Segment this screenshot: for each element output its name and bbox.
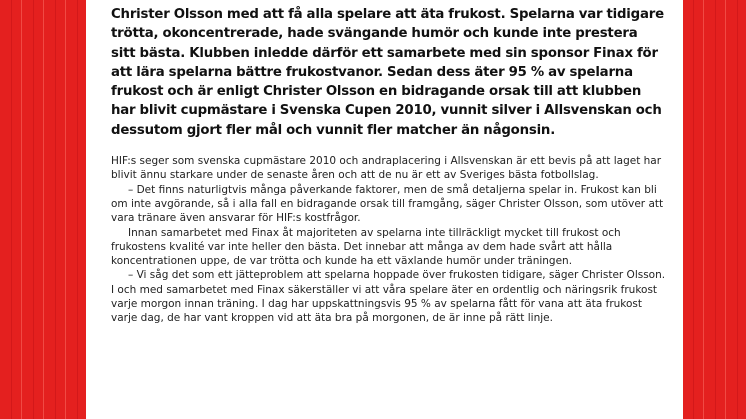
body-paragraph-1: HIF:s seger som svenska cupmästare 2010 och andraplacering i Allsvenskan är ett bevis på att laget har blivit ännu starkare under de senaste åren och att de nu är ett av Sveriges bästa fotbollslag. bbox=[111, 155, 662, 182]
article-body bbox=[111, 154, 666, 326]
body-paragraph-2: – Det finns naturligtvis många påverkande faktorer, men de små detaljerna spelar in. Frukost kan bli om inte avgörande, så i alla fall en bidragande orsak till framgång, säger Christer Olsson, som utöver att vara tränare även ansvarar för HIF:s kostfrågor. bbox=[111, 183, 664, 225]
body-paragraph-4: – Vi såg det som ett jätteproblem att spelarna hoppade över frukosten tidigare, säger Christer Olsson. I och med samarbetet med Finax säkerställer vi att våra spelare äter en ordentlig och näringsrik frukost varje morgon innan träning. I dag har uppskattningsvis 95 % av spelarna fått för vana att äta frukost varje dag, de har vant kroppen vid att äta bra på morgonen, de är inne på rätt linje. bbox=[111, 269, 666, 325]
article-content bbox=[111, 0, 666, 326]
body-paragraph-3: Innan samarbetet med Finax åt majoriteten av spelarna inte tillräckligt mycket till frukost och frukostens kvalité var inte heller den bästa. Det innebar att många av dem hade svårt att hålla koncentrationen uppe, de var trötta och kunde ha ett växlande humör under träningen. bbox=[111, 226, 621, 268]
lead-paragraph: Christer Olsson med att få alla spelare att äta frukost. Spelarna var tidigare trötta, okoncentrerade, hade svängande humör och kunde inte prestera sitt bästa. Klubben inledde därför ett samarbete med sin sponsor Finax för att lära spelarna bättre frukostvanor. Sedan dess äter 95 % av spelarna frukost och är enligt Christer Olsson en bidragande orsak till att klubben har blivit cupmästare i Svenska Cupen 2010, vunnit silver i Allsvenskan och dessutom gjort fler mål och vunnit fler matcher än någonsin. bbox=[111, 7, 664, 138]
article-panel bbox=[86, 0, 683, 419]
